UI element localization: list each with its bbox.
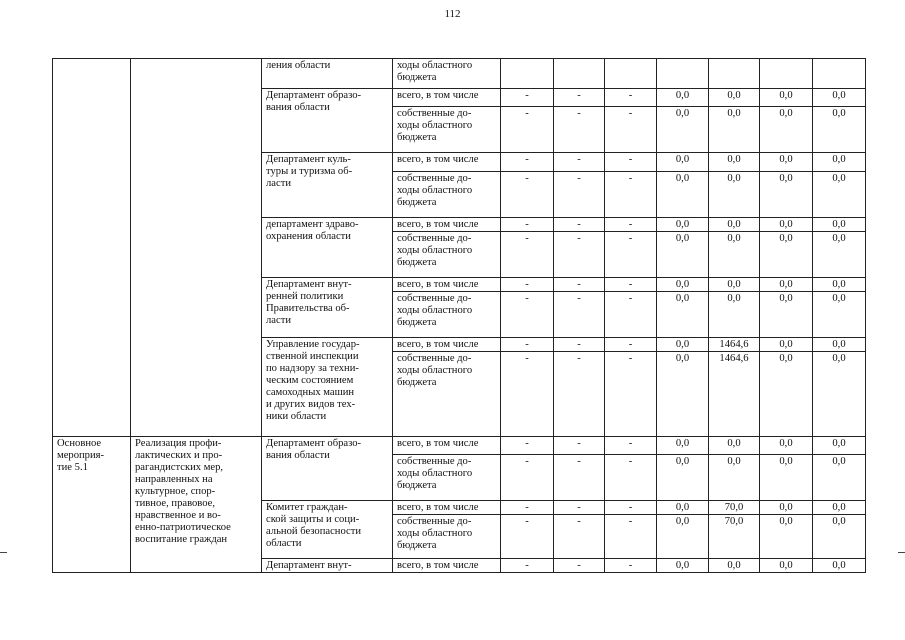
value-cell: - xyxy=(501,559,554,573)
value-cell: 0,0 xyxy=(657,501,709,515)
value-cell: - xyxy=(554,501,605,515)
executor-cell: Департамент образо- вания области xyxy=(262,437,393,501)
value-cell: 0,0 xyxy=(760,89,813,107)
value-cell: - xyxy=(605,559,657,573)
funding-source-cell: ходы областного бюджета xyxy=(393,59,501,89)
value-cell: 0,0 xyxy=(813,232,866,278)
value-cell: 0,0 xyxy=(657,455,709,501)
value-cell: 0,0 xyxy=(657,218,709,232)
page-number: 112 xyxy=(444,8,461,20)
value-cell: 0,0 xyxy=(657,352,709,437)
description-cell xyxy=(131,59,262,437)
value-cell: - xyxy=(605,338,657,352)
value-cell: - xyxy=(605,515,657,559)
value-cell: 0,0 xyxy=(813,107,866,153)
value-cell: 0,0 xyxy=(709,292,760,338)
value-cell: - xyxy=(605,232,657,278)
value-cell: - xyxy=(605,89,657,107)
value-cell: - xyxy=(605,153,657,172)
value-cell: - xyxy=(501,292,554,338)
value-cell: 0,0 xyxy=(760,172,813,218)
value-cell: - xyxy=(605,352,657,437)
value-cell: - xyxy=(501,501,554,515)
funding-source-cell: собственные до- ходы областного бюджета xyxy=(393,107,501,153)
value-cell: 0,0 xyxy=(760,515,813,559)
value-cell: - xyxy=(501,338,554,352)
value-cell: 0,0 xyxy=(760,559,813,573)
value-cell: 0,0 xyxy=(657,278,709,292)
executor-cell: ления области xyxy=(262,59,393,89)
value-cell: 0,0 xyxy=(657,172,709,218)
value-cell: 0,0 xyxy=(657,153,709,172)
value-cell: - xyxy=(605,278,657,292)
funding-source-cell: собственные до- ходы областного бюджета xyxy=(393,515,501,559)
value-cell: - xyxy=(554,455,605,501)
value-cell: 0,0 xyxy=(760,352,813,437)
margin-mark-left xyxy=(0,552,7,553)
value-cell: - xyxy=(501,89,554,107)
executor-cell: Департамент образо- вания области xyxy=(262,89,393,153)
value-cell: 1464,6 xyxy=(709,338,760,352)
value-cell: - xyxy=(554,218,605,232)
table-row xyxy=(53,437,866,455)
value-cell: 0,0 xyxy=(709,278,760,292)
value-cell: 0,0 xyxy=(657,232,709,278)
value-cell: 0,0 xyxy=(760,153,813,172)
value-cell xyxy=(709,59,760,89)
funding-source-cell: всего, в том числе xyxy=(393,559,501,573)
value-cell: - xyxy=(605,501,657,515)
value-cell: - xyxy=(605,292,657,338)
funding-source-cell: всего, в том числе xyxy=(393,338,501,352)
funding-source-cell: собственные до- ходы областного бюджета xyxy=(393,232,501,278)
budget-table xyxy=(52,58,866,573)
value-cell: - xyxy=(605,218,657,232)
value-cell: 0,0 xyxy=(813,437,866,455)
value-cell: 0,0 xyxy=(657,437,709,455)
value-cell: 0,0 xyxy=(709,559,760,573)
value-cell: - xyxy=(554,153,605,172)
value-cell xyxy=(501,59,554,89)
funding-source-cell: собственные до- ходы областного бюджета xyxy=(393,172,501,218)
measure-cell: Основное мероприя- тие 5.1 xyxy=(53,437,131,573)
value-cell: 0,0 xyxy=(760,338,813,352)
funding-source-cell: всего, в том числе xyxy=(393,501,501,515)
funding-source-cell: собственные до- ходы областного бюджета xyxy=(393,455,501,501)
value-cell: - xyxy=(554,338,605,352)
value-cell: - xyxy=(554,559,605,573)
executor-cell: Департамент куль- туры и туризма об- ласти xyxy=(262,153,393,218)
value-cell: 0,0 xyxy=(709,437,760,455)
value-cell: 0,0 xyxy=(813,153,866,172)
value-cell: - xyxy=(501,107,554,153)
description-cell: Реализация профи- лактических и про- pагандистских мер, направленных на культурное, спор- тивное, правовое, нравственное и во- енно-патриотическое воспитание граждан xyxy=(131,437,262,573)
value-cell: 0,0 xyxy=(813,338,866,352)
funding-source-cell: всего, в том числе xyxy=(393,218,501,232)
value-cell: 0,0 xyxy=(709,89,760,107)
value-cell: - xyxy=(554,107,605,153)
value-cell: 0,0 xyxy=(709,153,760,172)
value-cell: - xyxy=(501,455,554,501)
executor-cell: Комитет граждан- ской защиты и соци- альной безопасности области xyxy=(262,501,393,559)
value-cell: 0,0 xyxy=(813,515,866,559)
value-cell: - xyxy=(605,107,657,153)
measure-cell xyxy=(53,59,131,437)
value-cell: - xyxy=(605,455,657,501)
value-cell: 0,0 xyxy=(657,89,709,107)
funding-source-cell: всего, в том числе xyxy=(393,89,501,107)
value-cell: 0,0 xyxy=(657,107,709,153)
value-cell xyxy=(813,59,866,89)
value-cell: 0,0 xyxy=(813,218,866,232)
value-cell: - xyxy=(501,352,554,437)
value-cell: - xyxy=(501,232,554,278)
value-cell: 0,0 xyxy=(813,501,866,515)
value-cell: - xyxy=(554,352,605,437)
value-cell: 1464,6 xyxy=(709,352,760,437)
value-cell: 0,0 xyxy=(657,292,709,338)
value-cell: 0,0 xyxy=(657,338,709,352)
value-cell xyxy=(657,59,709,89)
margin-mark-right xyxy=(898,552,905,553)
value-cell: - xyxy=(554,232,605,278)
value-cell: 0,0 xyxy=(709,232,760,278)
value-cell: - xyxy=(605,437,657,455)
value-cell: - xyxy=(501,172,554,218)
value-cell: - xyxy=(605,172,657,218)
value-cell: 0,0 xyxy=(813,352,866,437)
value-cell: - xyxy=(501,437,554,455)
executor-cell: Департамент внут- ренней политики Правительства об- ласти xyxy=(262,278,393,338)
value-cell: 0,0 xyxy=(709,218,760,232)
value-cell xyxy=(760,59,813,89)
value-cell: - xyxy=(554,89,605,107)
value-cell: 0,0 xyxy=(813,89,866,107)
value-cell: - xyxy=(501,218,554,232)
value-cell: 0,0 xyxy=(657,515,709,559)
value-cell: - xyxy=(501,153,554,172)
value-cell: 0,0 xyxy=(709,455,760,501)
value-cell: 70,0 xyxy=(709,515,760,559)
value-cell: 0,0 xyxy=(760,292,813,338)
value-cell: 0,0 xyxy=(657,559,709,573)
value-cell: - xyxy=(501,515,554,559)
value-cell: - xyxy=(554,278,605,292)
value-cell: 0,0 xyxy=(813,292,866,338)
value-cell: 0,0 xyxy=(760,232,813,278)
value-cell: 0,0 xyxy=(813,172,866,218)
funding-source-cell: всего, в том числе xyxy=(393,437,501,455)
value-cell: - xyxy=(554,437,605,455)
value-cell: 0,0 xyxy=(709,172,760,218)
value-cell: - xyxy=(501,278,554,292)
funding-source-cell: собственные до- ходы областного бюджета xyxy=(393,352,501,437)
value-cell: 0,0 xyxy=(760,278,813,292)
value-cell: - xyxy=(554,515,605,559)
value-cell: 70,0 xyxy=(709,501,760,515)
value-cell: 0,0 xyxy=(760,218,813,232)
value-cell xyxy=(554,59,605,89)
funding-source-cell: всего, в том числе xyxy=(393,278,501,292)
value-cell: 0,0 xyxy=(760,437,813,455)
value-cell: - xyxy=(554,172,605,218)
value-cell: 0,0 xyxy=(760,455,813,501)
value-cell: 0,0 xyxy=(813,278,866,292)
executor-cell: Департамент внут- xyxy=(262,559,393,573)
table-row xyxy=(53,59,866,89)
executor-cell: Управление государ- ственной инспекции по надзору за техни- ческим состоянием самоходных машин и других видов тех- ники области xyxy=(262,338,393,437)
funding-source-cell: всего, в том числе xyxy=(393,153,501,172)
value-cell: 0,0 xyxy=(813,455,866,501)
value-cell: 0,0 xyxy=(709,107,760,153)
value-cell: 0,0 xyxy=(760,107,813,153)
executor-cell: департамент здраво- охранения области xyxy=(262,218,393,278)
value-cell: 0,0 xyxy=(813,559,866,573)
funding-source-cell: собственные до- ходы областного бюджета xyxy=(393,292,501,338)
value-cell xyxy=(605,59,657,89)
value-cell: - xyxy=(554,292,605,338)
value-cell: 0,0 xyxy=(760,501,813,515)
